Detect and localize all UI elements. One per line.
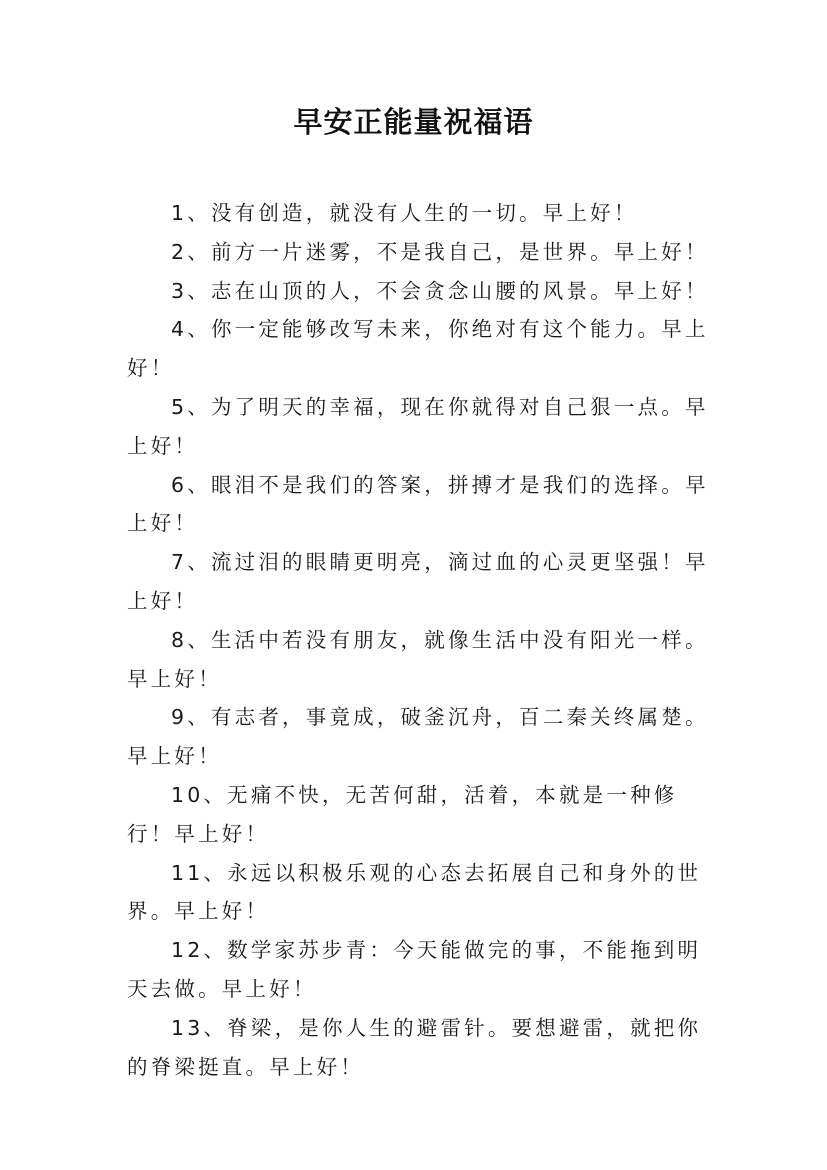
list-item: 5、为了明天的幸福，现在你就得对自己狠一点。早上好！ [127,394,709,458]
list-item: 9、有志者，事竟成，破釜沉舟，百二秦关终属楚。早上好！ [127,705,709,769]
list-item: 12、数学家苏步青：今天能做完的事，不能拖到明天去做。早上好！ [127,938,702,1001]
list-item: 11、永远以积极乐观的心态去拓展自己和身外的世界。早上好！ [127,860,702,924]
list-item: 1、没有创造，就没有人生的一切。早上好！ [171,201,638,225]
list-item: 7、流过泪的眼睛更明亮，滴过血的心灵更坚强！早上好！ [127,550,709,613]
list-item: 4、你一定能够改写未来，你绝对有这个能力。早上好！ [127,317,709,381]
list-item: 6、眼泪不是我们的答案，拼搏才是我们的选择。早上好！ [127,472,709,536]
greeting-list [127,194,717,1086]
list-item: 10、无痛不快，无苦何甜，活着，本就是一种修行！早上好！ [127,782,678,846]
list-item: 13、脊梁，是你人生的避雷针。要想避雷，就把你的脊梁挺直。早上好！ [127,1015,702,1079]
page-title: 早安正能量祝福语 [293,105,534,139]
list-item: 3、志在山顶的人，不会贪念山腰的风景。早上好！ [171,278,709,303]
list-item: 2、前方一片迷雾，不是我自己，是世界。早上好！ [171,239,709,264]
list-item: 8、生活中若没有朋友，就像生活中没有阳光一样。早上好！ [127,627,709,691]
